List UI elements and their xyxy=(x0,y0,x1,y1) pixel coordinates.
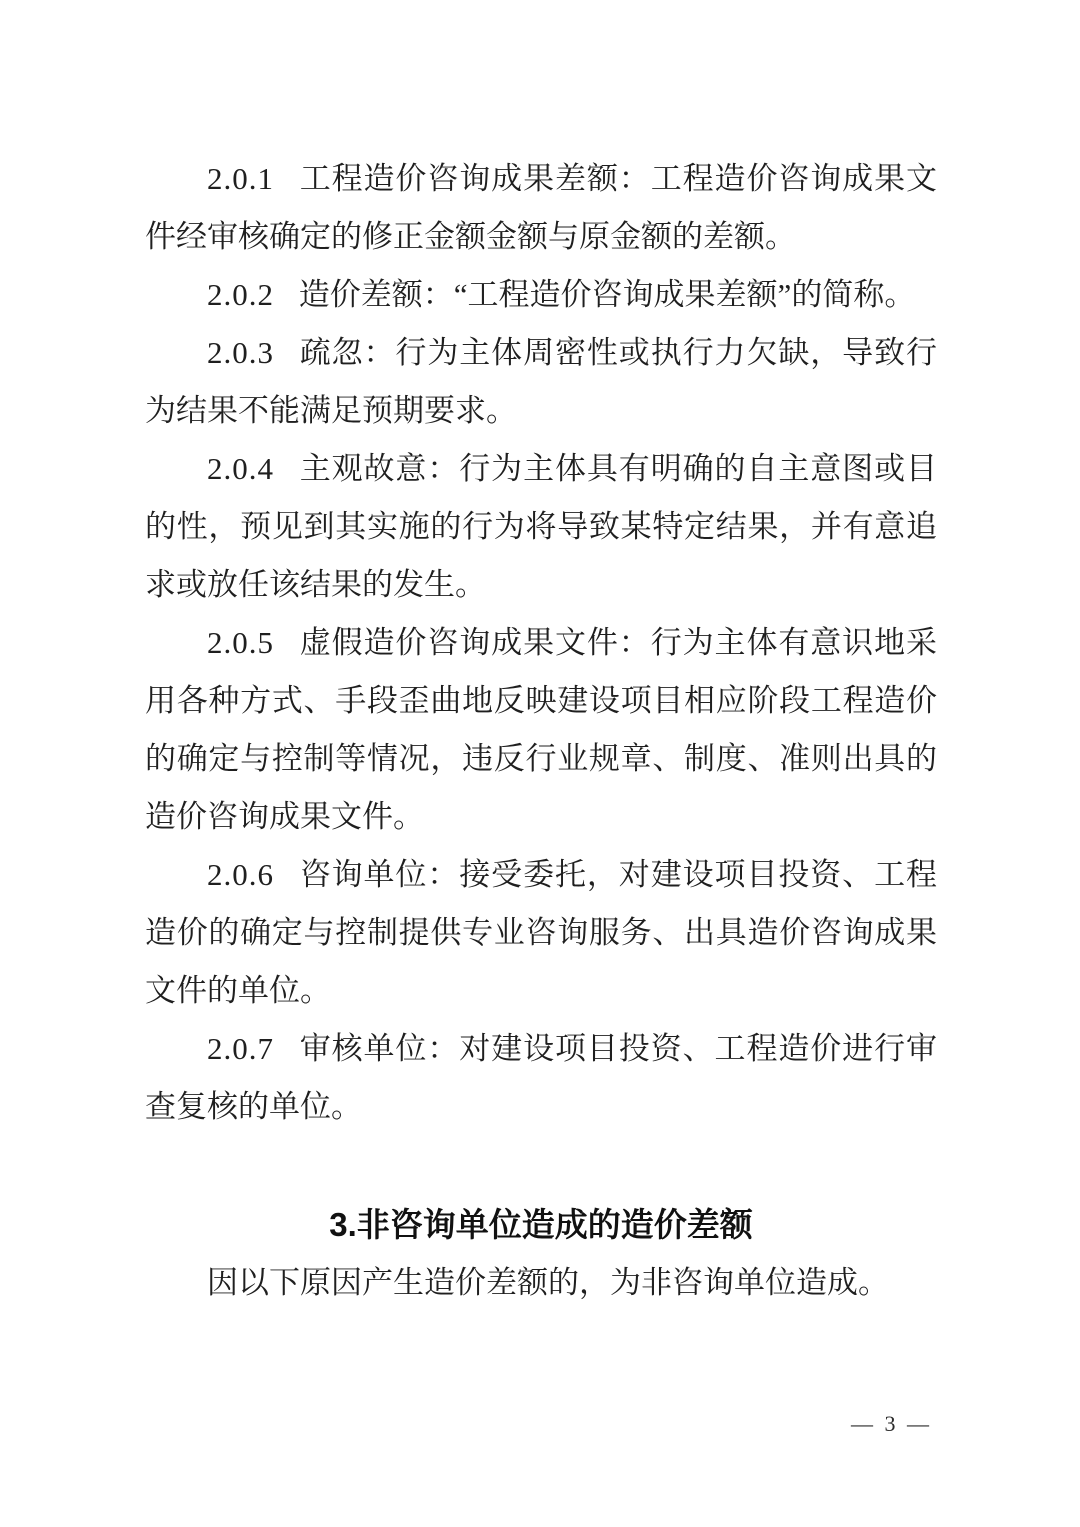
clause-2-0-3 xyxy=(145,324,937,440)
clause-text: 虚假造价咨询成果文件：行为主体有意识地采用各种方式、手段歪曲地反映建设项目相应阶段工程造价的确定与控制等情况，违反行业规章、制度、准则出具的造价咨询成果文件。 xyxy=(145,625,937,834)
section-heading: 3.非咨询单位造成的造价差额 xyxy=(329,1206,753,1243)
clause-2-0-4 xyxy=(145,440,937,614)
section-intro-paragraph: 因以下原因产生造价差额的，为非咨询单位造成。 xyxy=(207,1265,889,1300)
clause-text: 工程造价咨询成果差额：工程造价咨询成果文件经审核确定的修正金额金额与原金额的差额。 xyxy=(145,161,937,254)
clause-text: 审核单位：对建设项目投资、工程造价进行审查复核的单位。 xyxy=(145,1031,937,1124)
clause-2-0-7 xyxy=(145,1020,937,1136)
clause-text: 造价差额：“工程造价咨询成果差额”的简称。 xyxy=(298,277,916,312)
document-body xyxy=(145,150,937,1312)
clause-number: 2.0.2 xyxy=(207,277,274,312)
clause-text: 咨询单位：接受委托，对建设项目投资、工程造价的确定与控制提供专业咨询服务、出具造价咨询成果文件的单位。 xyxy=(145,857,937,1008)
clause-text: 主观故意：行为主体具有明确的自主意图或目的性，预见到其实施的行为将导致某特定结果，并有意追求或放任该结果的发生。 xyxy=(145,451,937,602)
clause-2-0-5 xyxy=(145,614,937,846)
clause-2-0-2 xyxy=(145,266,937,324)
clause-2-0-6 xyxy=(145,846,937,1020)
clause-number: 2.0.1 xyxy=(207,161,274,196)
clause-text: 疏忽：行为主体周密性或执行力欠缺，导致行为结果不能满足预期要求。 xyxy=(145,335,937,428)
clause-number: 2.0.5 xyxy=(207,625,274,660)
clause-number: 2.0.6 xyxy=(207,857,274,892)
clause-number: 2.0.4 xyxy=(207,451,274,486)
clause-number: 2.0.3 xyxy=(207,335,274,370)
page-number: — 3 — xyxy=(851,1411,932,1436)
clause-number: 2.0.7 xyxy=(207,1031,274,1066)
clause-2-0-1 xyxy=(145,150,937,266)
